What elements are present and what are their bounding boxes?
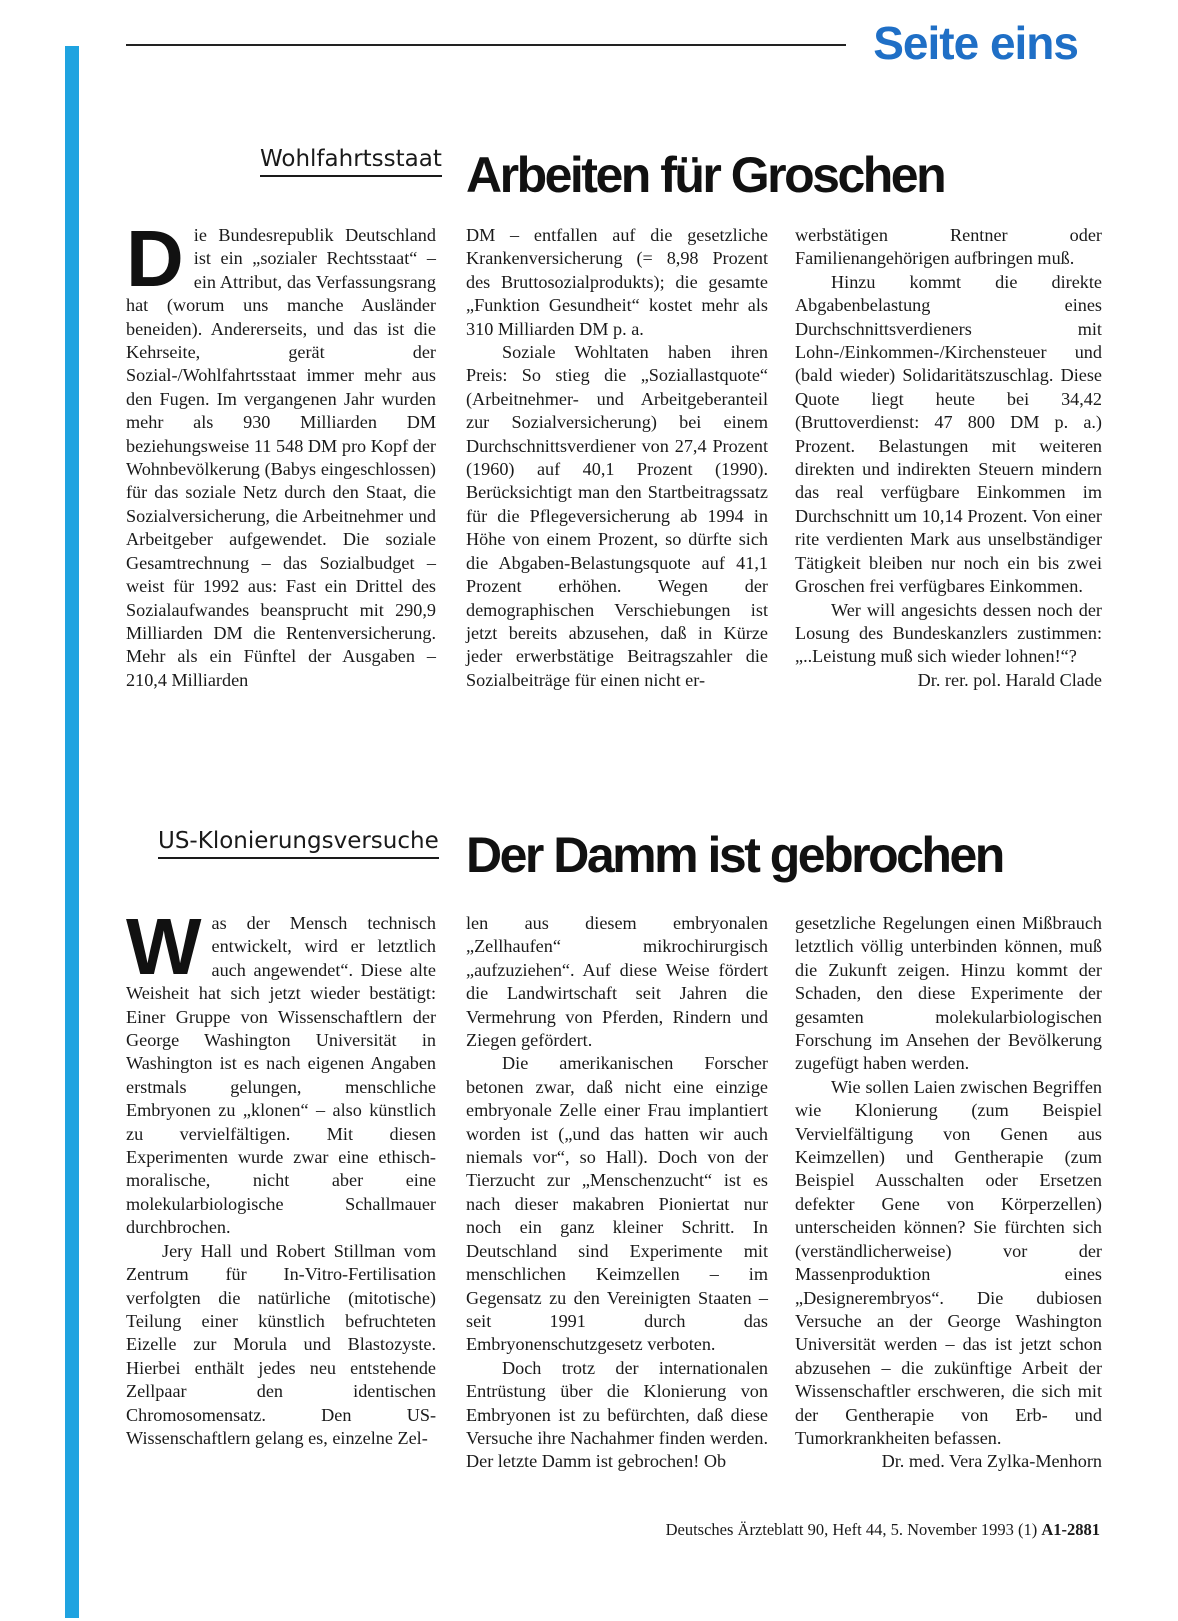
article1-paragraph: werbstätigen Rentner oder Familienangehörigen aufbringen muß. xyxy=(795,225,1102,269)
article1-paragraph: Hinzu kommt die direkte Abgabenbelastung eines Durchschnittsverdieners mit Lohn-/Einkommen-/Kirchensteuer und (bald wieder) Solidaritätszuschlag. Diese Quote liegt heute bei 34,42 (Bruttoverdienst: 47 800 DM p. a.) Prozent. Belastungen mit weiteren direkten und indirekten Steuern mindern das real verfügbare Einkommen im Durchschnitt um 10,14 Prozent. Von einer rite verdienten Mark aus unselbständiger Tätigkeit bleiben nur noch ein bis zwei Groschen frei verfügbares Einkommen. xyxy=(795,271,1102,597)
article2-paragraph: gesetzliche Regelungen einen Mißbrauch letztlich völlig unterbinden können, muß die Zukunft zeigen. Hinzu kommt der Schaden, den diese Experimente der gesamten molekularbiologischen Forschung im Ansehen der Bevölkerung zugefügt haben werden. xyxy=(795,913,1102,1074)
footer-page-code: A1-2881 xyxy=(1041,1520,1100,1539)
article2-paragraph: Wie sollen Laien zwischen Begriffen wie Klonierung (zum Beispiel Vervielfältigung von Genen aus Keimzellen) und Gentherapie (zum Beispiel Ausschalten oder Ersetzen defekter Gene von Körperzellen) unterscheiden können? Sie fürchten sich (verständlicherweise) vor der Massenproduktion eines „Designerembryos“. Die dubiosen Versuche an der George Washington Universität werden – das ist jetzt schon abzusehen – die zukünftige Arbeit der Wissenschaftler erschweren, die sich mit der Gentherapie von Erb- und Tumorkrankheiten befassen. xyxy=(795,1076,1102,1448)
article2-paragraph-text: as der Mensch technisch entwickelt, wird er letztlich auch angewendet“. Diese alte Weisheit hat sich jetzt wieder bestätigt: Einer Gruppe von Wissenschaftlern der George Washington Universität in Washington ist es nach eigenen Angaben erstmals gelungen, menschliche Embryonen zu „klonen“ – also künstlich zu vervielfältigen. Mit diesen Experimenten wurde zwar eine ethisch-moralische, nicht aber eine molekularbiologische Schallmauer durchbrochen. xyxy=(126,913,436,1238)
article1-paragraph-text: ie Bundesrepublik Deutschland ist ein „sozialer Rechtsstaat“ – ein Attribut, das Verfassungsrang hat (worum uns manche Ausländer beneiden). Andererseits, und das ist die Kehrseite, gerät der Sozial-/Wohlfahrtsstaat immer mehr aus den Fugen. Im vergangenen Jahr wurden mehr als 930 Milliarden DM beziehungsweise 11 548 DM pro Kopf der Wohnbevölkerung (Babys eingeschlossen) für das soziale Netz durch den Staat, die Sozialversicherung, die Arbeitnehmer und Arbeitgeber aufgewendet. Die soziale Gesamtrechnung – das Sozialbudget – weist für 1992 aus: Fast ein Drittel des Sozialaufwandes beansprucht mit 290,9 Milliarden DM die Rentenversicherung. Mehr als ein Fünftel der Ausgaben – 210,4 Milliarden xyxy=(126,225,436,690)
article1-kicker: Wohlfahrtsstaat xyxy=(260,146,442,177)
article2-paragraph: len aus diesem embryonalen „Zellhaufen“ mikrochirurgisch „aufzuziehen“. Auf diese Weise fördert die Landwirtschaft seit Jahren die Vermehrung von Pferden, Rindern und Ziegen gefördert. xyxy=(466,913,768,1051)
article2-paragraph xyxy=(126,902,436,1240)
article2-column-2 xyxy=(466,912,768,1532)
article1-headline: Arbeiten für Groschen xyxy=(466,147,945,203)
section-label: Seite eins xyxy=(873,17,1078,69)
article1-column-3 xyxy=(795,224,1102,754)
sidebar-color-bar xyxy=(65,46,79,1618)
article1-signature: Dr. rer. pol. Harald Clade xyxy=(917,669,1102,690)
footer-citation: Deutsches Ärzteblatt 90, Heft 44, 5. November 1993 (1) xyxy=(665,1520,1038,1539)
article1-column-2 xyxy=(466,224,768,754)
article1-dropcap: D xyxy=(126,214,184,303)
article1-paragraph: Soziale Wohltaten haben ihren Preis: So stieg die „Soziallastquote“ (Arbeitnehmer- und Arbeitgeberanteil zur Sozialversicherung) bei einem Durchschnittsverdiener von 27,4 Prozent (1960) auf 40,1 Prozent (1990). Berücksichtigt man den Startbeitragssatz für die Pflegeversicherung ab 1994 in Höhe von einem Prozent, so dürfte sich die Abgaben-Belastungsquote auf 41,1 Prozent erhöhen. Wegen der demographischen Verschiebungen ist jetzt bereits abzusehen, daß in Kürze jeder erwerbstätige Beitragszahler die Sozialbeiträge für einen nicht er- xyxy=(466,342,768,690)
article2-paragraph: Doch trotz der internationalen Entrüstung über die Klonierung von Embryonen ist zu befürchten, daß diese Versuche ihre Nachahmer finden werden. Der letzte Damm ist gebrochen! Ob xyxy=(466,1357,768,1472)
article2-column-3 xyxy=(795,912,1102,1532)
article2-paragraph: Jery Hall und Robert Stillman vom Zentrum für In-Vitro-Fertilisation verfolgten die natürliche (mitotische) Teilung einer künstlich befruchteten Eizelle zur Morula und Blastozyste. Hierbei enthält jedes neu entstehende Zellpaar den identischen Chromosomensatz. Den US-Wissenschaftlern gelang es, einzelne Zel- xyxy=(126,1240,436,1448)
article2-column-1 xyxy=(126,902,436,1532)
page-footer xyxy=(560,1520,1100,1540)
article1-paragraph: Wer will angesichts dessen noch der Losung des Bundeskanzlers zustimmen: „..Leistung muß sich wieder lohnen!“? xyxy=(795,599,1102,667)
article2-paragraph: Die amerikanischen Forscher betonen zwar, daß nicht eine einzige embryonale Zelle einer Frau implantiert worden ist („und das hatten wir auch niemals vor“, so Hall). Doch von der Tierzucht zur „Menschenzucht“ ist es nach dieser makabren Pioniertat nur noch ein ganz kleiner Schritt. In Deutschland sind Experimente mit menschlichen Keimzellen – im Gegensatz zu den Vereinigten Staaten – seit 1991 durch das Embryonenschutzgesetz verboten. xyxy=(466,1053,768,1355)
article1-paragraph xyxy=(126,214,436,692)
article2-signature: Dr. med. Vera Zylka-Menhorn xyxy=(881,1451,1102,1472)
article2-kicker: US-Klonierungsversuche xyxy=(158,828,439,859)
article2-headline: Der Damm ist gebrochen xyxy=(466,827,1003,883)
top-rule xyxy=(126,44,846,46)
article1-column-1 xyxy=(126,214,436,754)
article2-dropcap: W xyxy=(126,902,202,991)
article1-paragraph: DM – entfallen auf die gesetzliche Krankenversicherung (= 8,98 Prozent des Bruttosozialprodukts); die gesamte „Funktion Gesundheit“ kostet mehr als 310 Milliarden DM p. a. xyxy=(466,225,768,339)
